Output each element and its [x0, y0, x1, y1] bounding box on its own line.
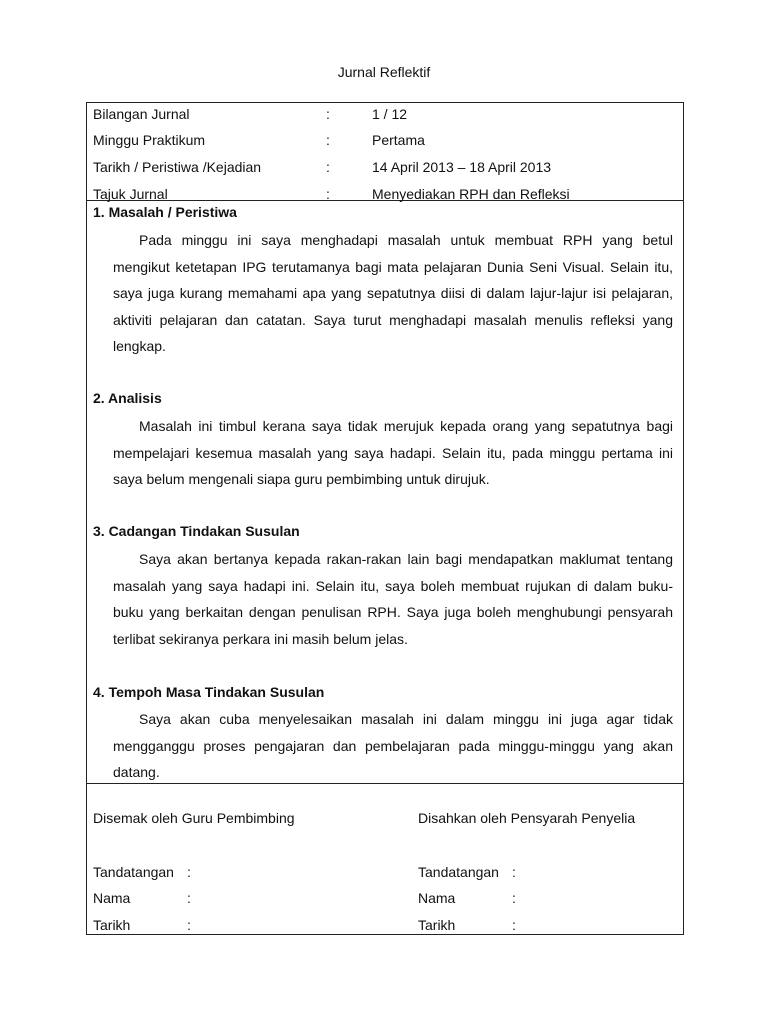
reviewer-signature-line [93, 864, 293, 884]
name-label: Nama [93, 890, 131, 906]
signature-colon: : [187, 864, 191, 880]
date-label: Tarikh [93, 917, 131, 933]
section-body-problem: Pada minggu ini saya menghadapi masalah untuk membuat RPH yang betul mengikut ketetapan IPG terutamanya bagi mata pelajaran Dunia Seni Visual. Selain itu, saya juga kurang memahami apa yang sepatutnya diisi di dalam lajur-lajur isi pelajaran, aktiviti pelajaran dan catatan. Saya turut menghadapi masalah menulis refleksi yang lengkap. [113, 232, 673, 354]
section-title-analysis: 2. Analisis [93, 390, 162, 406]
info-value: 14 April 2013 – 18 April 2013 [372, 159, 552, 175]
section-title-timeframe: 4. Tempoh Masa Tindakan Susulan [93, 684, 325, 700]
date-colon: : [512, 917, 516, 933]
info-label: Tajuk Jurnal [93, 186, 168, 202]
section-body-timeframe: Saya akan cuba menyelesaikan masalah ini dalam minggu ini juga agar tidak mengganggu proses pengajaran dan pembelajaran pada minggu-minggu yang akan datang. [113, 711, 673, 780]
info-value: Menyediakan RPH dan Refleksi [372, 186, 570, 202]
info-row-practicum-week [93, 132, 677, 152]
date-label: Tarikh [418, 917, 456, 933]
approver-heading: Disahkan oleh Pensyarah Penyelia [418, 810, 636, 826]
name-label: Nama [418, 890, 456, 906]
name-colon: : [187, 890, 191, 906]
approver-signature-line [418, 864, 618, 884]
info-row-date-event [93, 159, 677, 179]
approver-name-line [418, 890, 618, 910]
reviewer-date-line [93, 917, 293, 937]
signature-colon: : [512, 864, 516, 880]
approver-date-line [418, 917, 618, 937]
section-title-follow-up: 3. Cadangan Tindakan Susulan [93, 523, 300, 539]
info-label: Bilangan Jurnal [93, 106, 190, 122]
reviewer-name-line [93, 890, 293, 910]
section-body-follow-up: Saya akan bertanya kepada rakan-rakan lain bagi mendapatkan maklumat tentang masalah yang saya hadapi ini. Selain itu, saya boleh membuat rujukan di dalam buku-buku yang berkaitan dengan penulisan RPH. Saya juga boleh menghubungi pensyarah terlibat sekiranya perkara ini masih belum jelas. [113, 551, 673, 647]
info-colon: : [326, 186, 330, 202]
section-title-problem: 1. Masalah / Peristiwa [93, 204, 237, 220]
reflection-body [86, 200, 684, 784]
reviewer-heading: Disemak oleh Guru Pembimbing [93, 810, 295, 826]
name-colon: : [512, 890, 516, 906]
signature-label: Tandatangan [418, 864, 499, 880]
signature-label: Tandatangan [93, 864, 174, 880]
info-colon: : [326, 132, 330, 148]
info-label: Minggu Praktikum [93, 132, 206, 148]
info-value: 1 / 12 [372, 106, 408, 122]
date-colon: : [187, 917, 191, 933]
signature-table [86, 783, 684, 935]
info-colon: : [326, 106, 330, 122]
info-row-journal-number [93, 106, 677, 126]
info-colon: : [326, 159, 330, 175]
info-label: Tarikh / Peristiwa /Kejadian [93, 159, 262, 175]
info-value: Pertama [372, 132, 425, 148]
document-title: Jurnal Reflektif [337, 64, 431, 80]
journal-info-table [86, 102, 684, 201]
section-body-analysis: Masalah ini timbul kerana saya tidak merujuk kepada orang yang sepatutnya bagi mempelajari kesemua masalah yang saya hadapi. Selain itu, pada minggu pertama ini saya belum mengenali siapa guru pembimbing untuk dirujuk. [113, 418, 673, 487]
